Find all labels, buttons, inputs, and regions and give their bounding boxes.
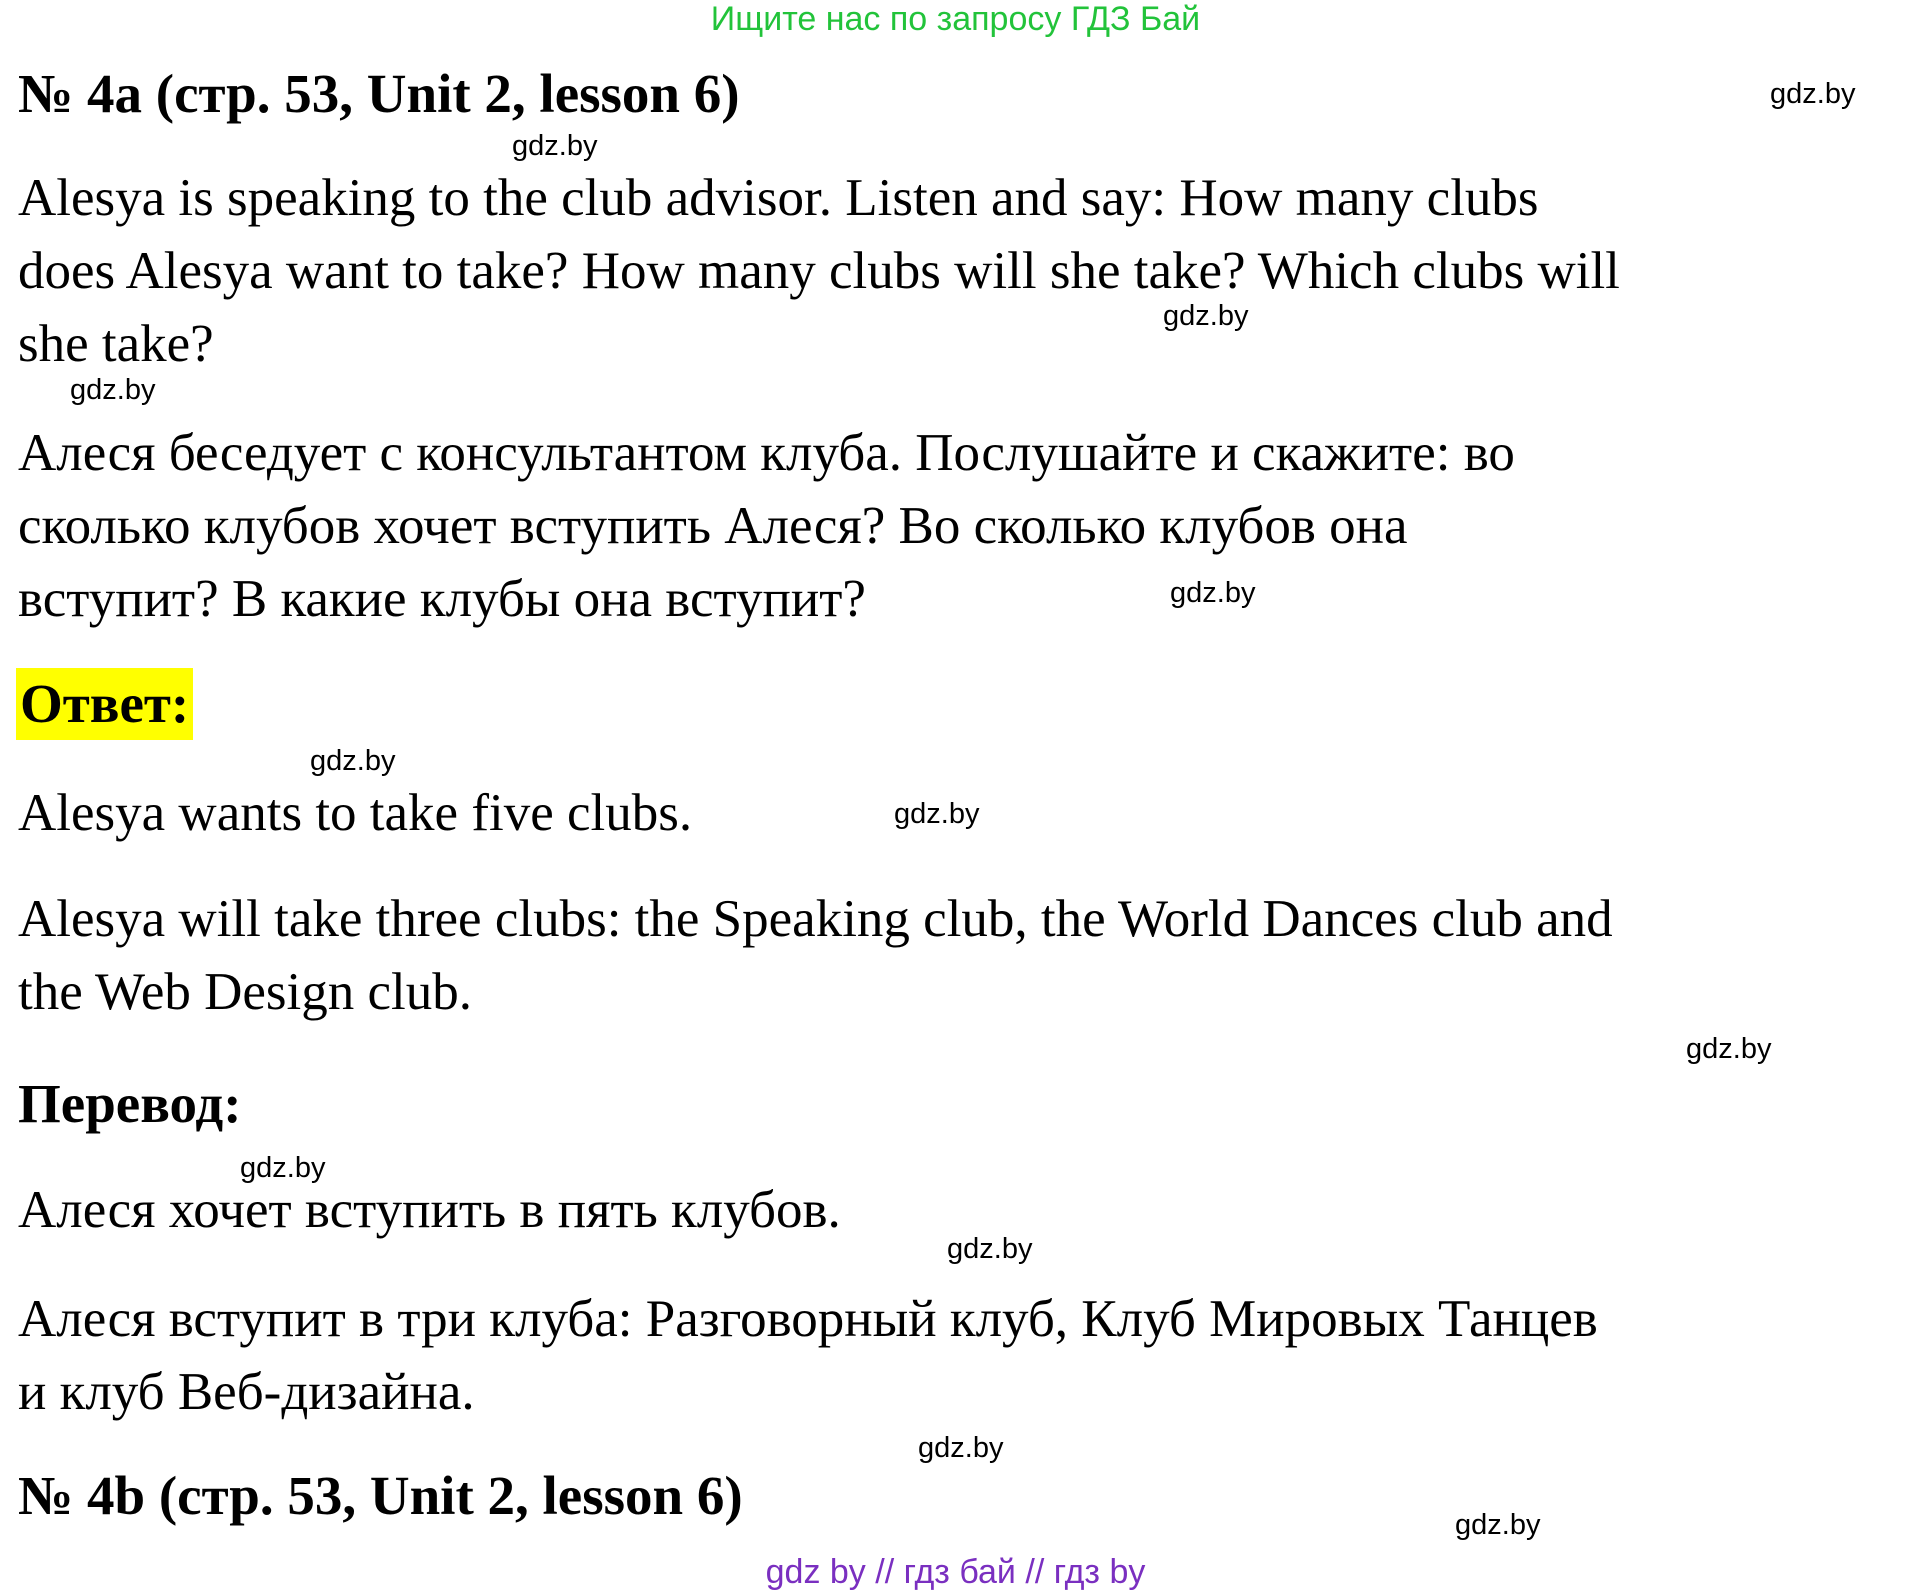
- question-en-line-1: Alesya is speaking to the club advisor. Listen and say: How many clubs: [18, 169, 1539, 227]
- watermark: gdz.by: [512, 130, 598, 162]
- footer-links: gdz by // гдз бай // гдз by: [765, 1553, 1146, 1591]
- watermark: gdz.by: [947, 1233, 1033, 1265]
- watermark: gdz.by: [310, 745, 396, 777]
- answer-label: Ответ:: [16, 668, 193, 740]
- watermark: gdz.by: [1455, 1509, 1541, 1541]
- watermark: gdz.by: [1770, 78, 1856, 110]
- question-en-line-3: she take?: [18, 315, 214, 373]
- question-ru-line-2: сколько клубов хочет вступить Алеся? Во сколько клубов она: [18, 497, 1408, 555]
- search-banner: Ищите нас по запросу ГДЗ Бай: [710, 0, 1201, 38]
- answer-line-3: the Web Design club.: [18, 963, 472, 1021]
- translation-line-1: Алеся хочет вступить в пять клубов.: [18, 1181, 841, 1239]
- watermark: gdz.by: [1163, 300, 1249, 332]
- question-ru-line-3: вступит? В какие клубы она вступит?: [18, 570, 866, 628]
- watermark: gdz.by: [70, 374, 156, 406]
- watermark: gdz.by: [894, 798, 980, 830]
- question-ru-line-1: Алеся беседует с консультантом клуба. Послушайте и скажите: во: [18, 424, 1515, 482]
- answer-line-2: Alesya will take three clubs: the Speaking club, the World Dances club and: [18, 890, 1613, 948]
- translation-line-2: Алеся вступит в три клуба: Разговорный клуб, Клуб Мировых Танцев: [18, 1290, 1598, 1348]
- watermark: gdz.by: [1170, 577, 1256, 609]
- answer-line-1: Alesya wants to take five clubs.: [18, 784, 693, 842]
- watermark: gdz.by: [918, 1432, 1004, 1464]
- question-en-line-2: does Alesya want to take? How many clubs will she take? Which clubs will: [18, 242, 1620, 300]
- task-heading-4a: № 4a (стр. 53, Unit 2, lesson 6): [18, 63, 740, 124]
- translation-label: Перевод:: [18, 1073, 242, 1134]
- translation-line-3: и клуб Веб-дизайна.: [18, 1363, 475, 1421]
- watermark: gdz.by: [240, 1152, 326, 1184]
- task-heading-4b: № 4b (стр. 53, Unit 2, lesson 6): [18, 1465, 743, 1526]
- watermark: gdz.by: [1686, 1033, 1772, 1065]
